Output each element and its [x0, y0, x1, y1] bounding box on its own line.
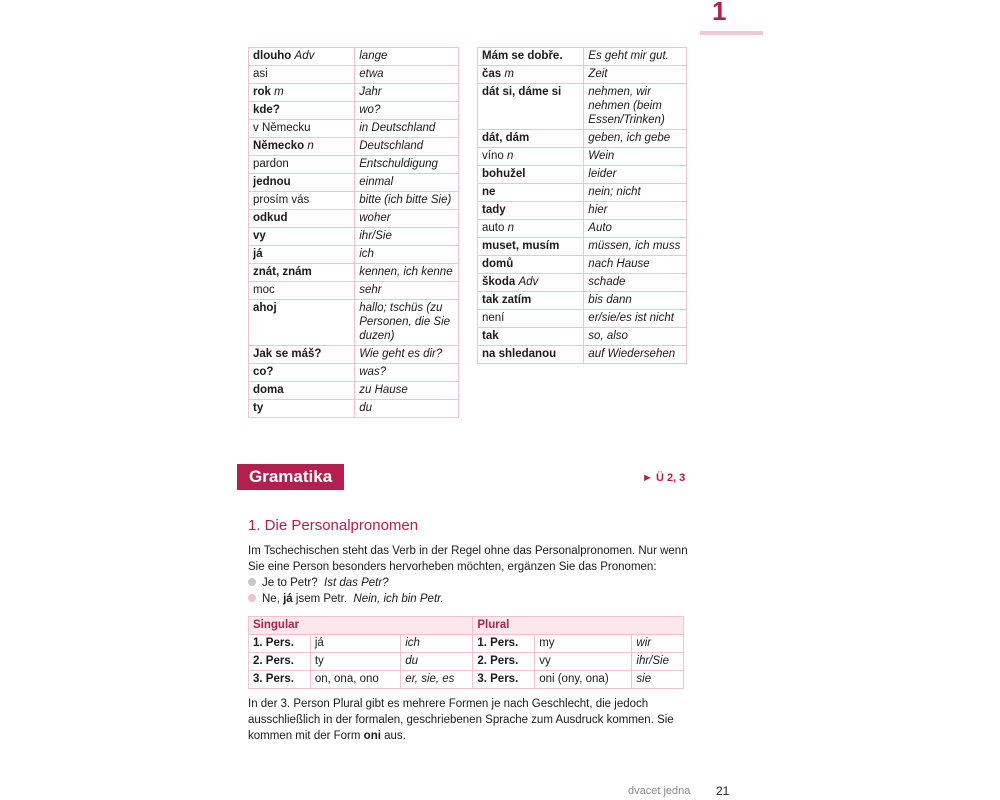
pronoun-cell-pde: ihr/Sie	[632, 653, 684, 671]
vocab-row	[249, 156, 459, 174]
czech-term: víno	[482, 150, 504, 162]
czech-word	[478, 184, 584, 202]
vocab-row	[478, 292, 687, 310]
german-translation: zu Hause	[355, 382, 459, 400]
vocab-row	[249, 300, 459, 346]
vocab-row	[478, 130, 687, 148]
vocab-row	[478, 184, 687, 202]
czech-term: pardon	[253, 158, 289, 170]
grammar-heading: Gramatika	[237, 464, 344, 490]
vocab-row	[249, 382, 459, 400]
bullet-icon	[248, 594, 256, 602]
german-translation: Zeit	[584, 66, 687, 84]
example-question	[248, 575, 389, 591]
german-translation: Entschuldigung	[355, 156, 459, 174]
czech-word	[249, 138, 355, 156]
czech-word	[478, 84, 584, 130]
chapter-number: 1	[712, 0, 727, 26]
vocab-row	[249, 346, 459, 364]
intro-paragraph: Im Tschechischen steht das Verb in der Regel ohne das Personalpronomen. Nur wenn Sie eine Person besonders hervorheben möchten, ergänzen Sie das Pronomen:	[248, 545, 688, 573]
vocab-row	[249, 264, 459, 282]
vocab-row	[478, 148, 687, 166]
german-translation: müssen, ich muss	[584, 238, 687, 256]
german-translation: nach Hause	[584, 256, 687, 274]
vocabulary-table-right	[477, 47, 687, 364]
german-translation: bitte (ich bitte Sie)	[355, 192, 459, 210]
exercise-reference: ► Ü 2, 3	[642, 472, 686, 484]
czech-word	[249, 400, 355, 418]
example-cz-pre: Ne,	[262, 593, 284, 605]
czech-term: škoda	[482, 276, 516, 288]
german-translation: hallo; tschüs (zu Personen, die Sie duzen)	[355, 300, 459, 346]
word-class-tag: m	[504, 68, 514, 80]
vocab-row	[249, 66, 459, 84]
vocab-row	[478, 202, 687, 220]
czech-word	[249, 264, 355, 282]
german-translation: auf Wiedersehen	[584, 346, 687, 364]
vocab-row	[478, 310, 687, 328]
vocab-row	[249, 282, 459, 300]
czech-term: moc	[253, 284, 275, 296]
czech-term: Mám se dobře.	[482, 50, 563, 62]
pronoun-cell-pcz: oni (ony, ona)	[535, 671, 632, 689]
czech-word	[478, 166, 584, 184]
czech-term: já	[253, 248, 263, 260]
pronoun-cell-pp: 1. Pers.	[473, 635, 535, 653]
vocab-row	[249, 138, 459, 156]
example-cz-bold: já	[283, 593, 293, 605]
czech-word	[478, 310, 584, 328]
czech-word	[249, 66, 355, 84]
german-translation: etwa	[355, 66, 459, 84]
czech-term: ty	[253, 402, 264, 414]
czech-word	[478, 148, 584, 166]
vocab-row	[478, 220, 687, 238]
german-translation: nehmen, wir nehmen (beim Essen/Trinken)	[584, 84, 687, 130]
czech-term: ahoj	[253, 302, 277, 314]
german-translation: ich	[355, 246, 459, 264]
czech-word	[478, 220, 584, 238]
german-translation: leider	[584, 166, 687, 184]
czech-word	[249, 282, 355, 300]
czech-term: doma	[253, 384, 284, 396]
vocab-row	[478, 48, 687, 66]
czech-word	[249, 120, 355, 138]
vocab-row	[249, 84, 459, 102]
czech-word	[249, 382, 355, 400]
czech-term: ne	[482, 186, 496, 198]
word-class-tag: n	[307, 140, 314, 152]
czech-term: domů	[482, 258, 514, 270]
word-class-tag: m	[274, 86, 284, 98]
czech-word	[478, 256, 584, 274]
pronoun-cell-scz: on, ona, ono	[310, 671, 400, 689]
czech-term: jednou	[253, 176, 291, 188]
pronoun-cell-pde: wir	[632, 635, 684, 653]
czech-term: auto	[482, 222, 505, 234]
vocab-row	[478, 346, 687, 364]
page-number: 21	[716, 784, 730, 798]
personal-pronoun-table	[248, 616, 684, 689]
german-translation: wo?	[355, 102, 459, 120]
german-translation: was?	[355, 364, 459, 382]
german-translation: woher	[355, 210, 459, 228]
czech-term: není	[482, 312, 505, 324]
czech-word	[478, 130, 584, 148]
pronoun-cell-sp: 2. Pers.	[249, 653, 311, 671]
example-de: Ist das Petr?	[324, 577, 389, 589]
czech-term: na shledanou	[482, 348, 557, 360]
vocab-row	[478, 274, 687, 292]
vocab-row	[478, 66, 687, 84]
czech-word	[478, 274, 584, 292]
pronoun-cell-sp: 3. Pers.	[249, 671, 311, 689]
german-translation: geben, ich gebe	[584, 130, 687, 148]
czech-word	[478, 202, 584, 220]
czech-word	[478, 328, 584, 346]
czech-word	[249, 228, 355, 246]
german-translation: hier	[584, 202, 687, 220]
german-translation: lange	[355, 48, 459, 66]
outro-bold: oni	[363, 730, 381, 742]
vocab-row	[478, 84, 687, 130]
vocab-row	[249, 400, 459, 418]
vocab-row	[249, 364, 459, 382]
czech-term: tak zatím	[482, 294, 532, 306]
czech-term: tak	[482, 330, 499, 342]
outro-paragraph	[248, 696, 698, 744]
german-translation: schade	[584, 274, 687, 292]
czech-word	[249, 156, 355, 174]
czech-term: co?	[253, 366, 274, 378]
german-translation: sehr	[355, 282, 459, 300]
pronoun-cell-sp: 1. Pers.	[249, 635, 311, 653]
czech-term: dlouho	[253, 50, 292, 62]
outro-end: aus.	[380, 730, 406, 742]
czech-term: bohužel	[482, 168, 526, 180]
czech-term: Německo	[253, 140, 305, 152]
czech-word	[249, 246, 355, 264]
pronoun-cell-pp: 3. Pers.	[473, 671, 535, 689]
section-title: 1. Die Personalpronomen	[248, 517, 419, 534]
bullet-icon	[248, 578, 256, 586]
example-cz: Je to Petr?	[262, 577, 318, 589]
german-translation: so, also	[584, 328, 687, 346]
pronoun-cell-scz: ty	[310, 653, 400, 671]
czech-word	[249, 300, 355, 346]
vocab-row	[249, 102, 459, 120]
pronoun-cell-sde: du	[401, 653, 473, 671]
german-translation: Auto	[584, 220, 687, 238]
czech-term: dát si, dáme si	[482, 86, 562, 98]
plural-header: Plural	[473, 617, 684, 635]
german-translation: bis dann	[584, 292, 687, 310]
czech-word	[478, 292, 584, 310]
german-translation: ihr/Sie	[355, 228, 459, 246]
outro-text: In der 3. Person Plural gibt es mehrere Formen je nach Geschlecht, die jedoch ausschließlich in der formalen, geschriebenen Sprache zum Ausdruck kommen. Sie kommen mit der Form	[248, 698, 674, 742]
vocab-row	[478, 166, 687, 184]
czech-term: prosím vás	[253, 194, 310, 206]
vocab-row	[249, 210, 459, 228]
word-class-tag: Adv	[294, 50, 315, 62]
vocab-row	[249, 120, 459, 138]
vocab-row	[249, 246, 459, 264]
example-de: Nein, ich bin Petr.	[353, 593, 444, 605]
czech-term: asi	[253, 68, 268, 80]
vocab-row	[249, 192, 459, 210]
german-translation: Es geht mir gut.	[584, 48, 687, 66]
pronoun-cell-pcz: my	[535, 635, 632, 653]
german-translation: er/sie/es ist nicht	[584, 310, 687, 328]
word-class-tag: n	[507, 222, 514, 234]
czech-word	[249, 102, 355, 120]
czech-word	[249, 48, 355, 66]
german-translation: nein; nicht	[584, 184, 687, 202]
pronoun-cell-scz: já	[310, 635, 400, 653]
czech-term: rok	[253, 86, 271, 98]
czech-word	[249, 346, 355, 364]
czech-term: muset, musím	[482, 240, 560, 252]
czech-term: odkud	[253, 212, 288, 224]
singular-header: Singular	[249, 617, 473, 635]
czech-word	[478, 346, 584, 364]
german-translation: in Deutschland	[355, 120, 459, 138]
pronoun-cell-pcz: vy	[535, 653, 632, 671]
pronoun-cell-sde: er, sie, es	[401, 671, 473, 689]
example-answer	[248, 591, 444, 607]
vocabulary-table-left	[248, 47, 459, 418]
pronoun-row	[249, 635, 684, 653]
example-cz-post: jsem Petr.	[292, 593, 348, 605]
german-translation: Jahr	[355, 84, 459, 102]
czech-term: Jak se máš?	[253, 348, 322, 360]
vocab-row	[249, 228, 459, 246]
czech-word	[478, 48, 584, 66]
german-translation: Wie geht es dir?	[355, 346, 459, 364]
vocab-row	[478, 238, 687, 256]
pronoun-row	[249, 653, 684, 671]
czech-word	[249, 174, 355, 192]
czech-term: v Německu	[253, 122, 311, 134]
word-class-tag: Adv	[518, 276, 539, 288]
word-class-tag: n	[506, 150, 514, 162]
german-translation: Wein	[584, 148, 687, 166]
czech-word	[478, 238, 584, 256]
czech-word	[478, 66, 584, 84]
page-number-word: dvacet jedna	[628, 785, 691, 797]
czech-word	[249, 192, 355, 210]
vocab-row	[249, 174, 459, 192]
german-translation: kennen, ich kenne	[355, 264, 459, 282]
czech-term: tady	[482, 204, 506, 216]
pronoun-cell-pde: sie	[632, 671, 684, 689]
czech-term: vy	[253, 230, 266, 242]
pronoun-cell-pp: 2. Pers.	[473, 653, 535, 671]
czech-word	[249, 210, 355, 228]
czech-term: znát, znám	[253, 266, 312, 278]
pronoun-cell-sde: ich	[401, 635, 473, 653]
czech-word	[249, 364, 355, 382]
czech-term: kde?	[253, 104, 280, 116]
czech-term: dát, dám	[482, 132, 530, 144]
german-translation: du	[355, 400, 459, 418]
czech-term: čas	[482, 68, 502, 80]
vocab-row	[478, 256, 687, 274]
vocab-row	[478, 328, 687, 346]
vocab-row	[249, 48, 459, 66]
chapter-accent-bar	[700, 31, 763, 35]
german-translation: Deutschland	[355, 138, 459, 156]
pronoun-row	[249, 671, 684, 689]
czech-word	[249, 84, 355, 102]
german-translation: einmal	[355, 174, 459, 192]
